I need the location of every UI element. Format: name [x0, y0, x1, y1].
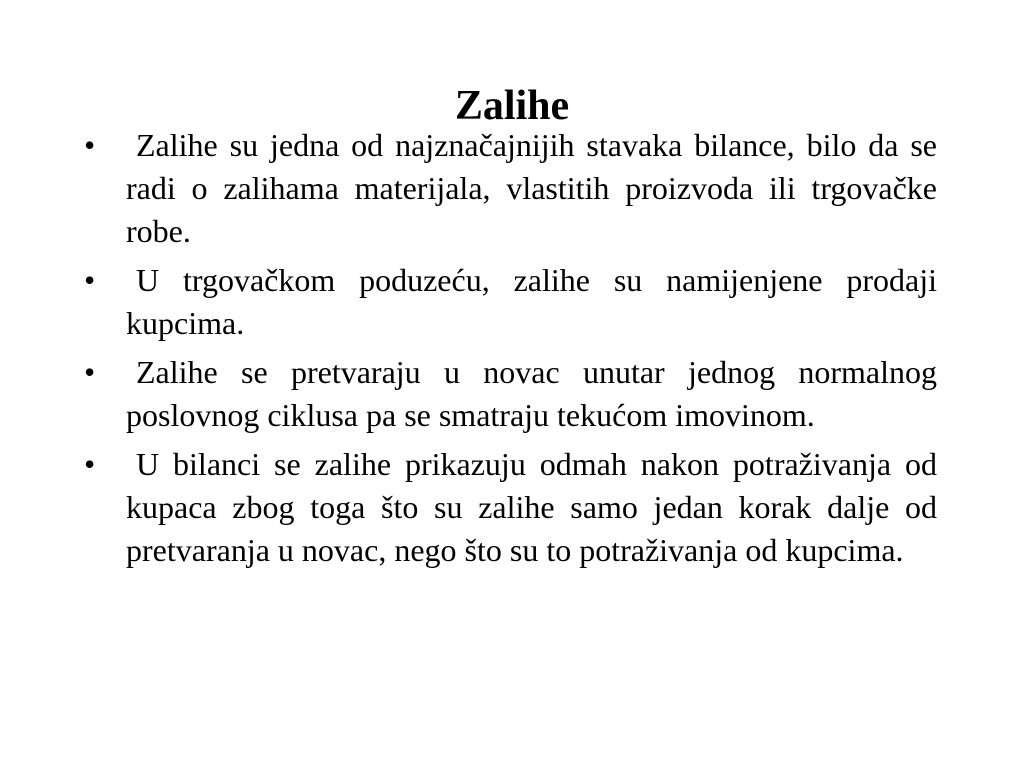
bullet-icon: •	[84, 262, 96, 298]
bullet-icon: •	[84, 127, 96, 163]
bullet-item-4	[84, 443, 937, 572]
slide-title: Zalihe	[454, 83, 570, 130]
bullet-text: U trgovačkom poduzeću, zalihe su namijenjene prodaji kupcima.	[126, 262, 937, 341]
bullet-icon: •	[84, 354, 96, 390]
bullet-item-3	[84, 351, 937, 437]
bullet-list	[84, 124, 937, 578]
bullet-item-2	[84, 259, 937, 345]
bullet-text: Zalihe se pretvaraju u novac unutar jednog normalnog poslovnog ciklusa pa se smatraju tekućom imovinom.	[126, 354, 937, 433]
bullet-text: U bilanci se zalihe prikazuju odmah nakon potraživanja od kupaca zbog toga što su zalihe samo jedan korak dalje od pretvaranja u novac, nego što su to potraživanja od kupcima.	[126, 446, 937, 568]
bullet-icon: •	[84, 446, 96, 482]
bullet-item-1	[84, 124, 937, 253]
bullet-text: Zalihe su jedna od najznačajnijih stavaka bilance, bilo da se radi o zalihama materijala, vlastitih proizvoda ili trgovačke robe.	[126, 127, 937, 249]
